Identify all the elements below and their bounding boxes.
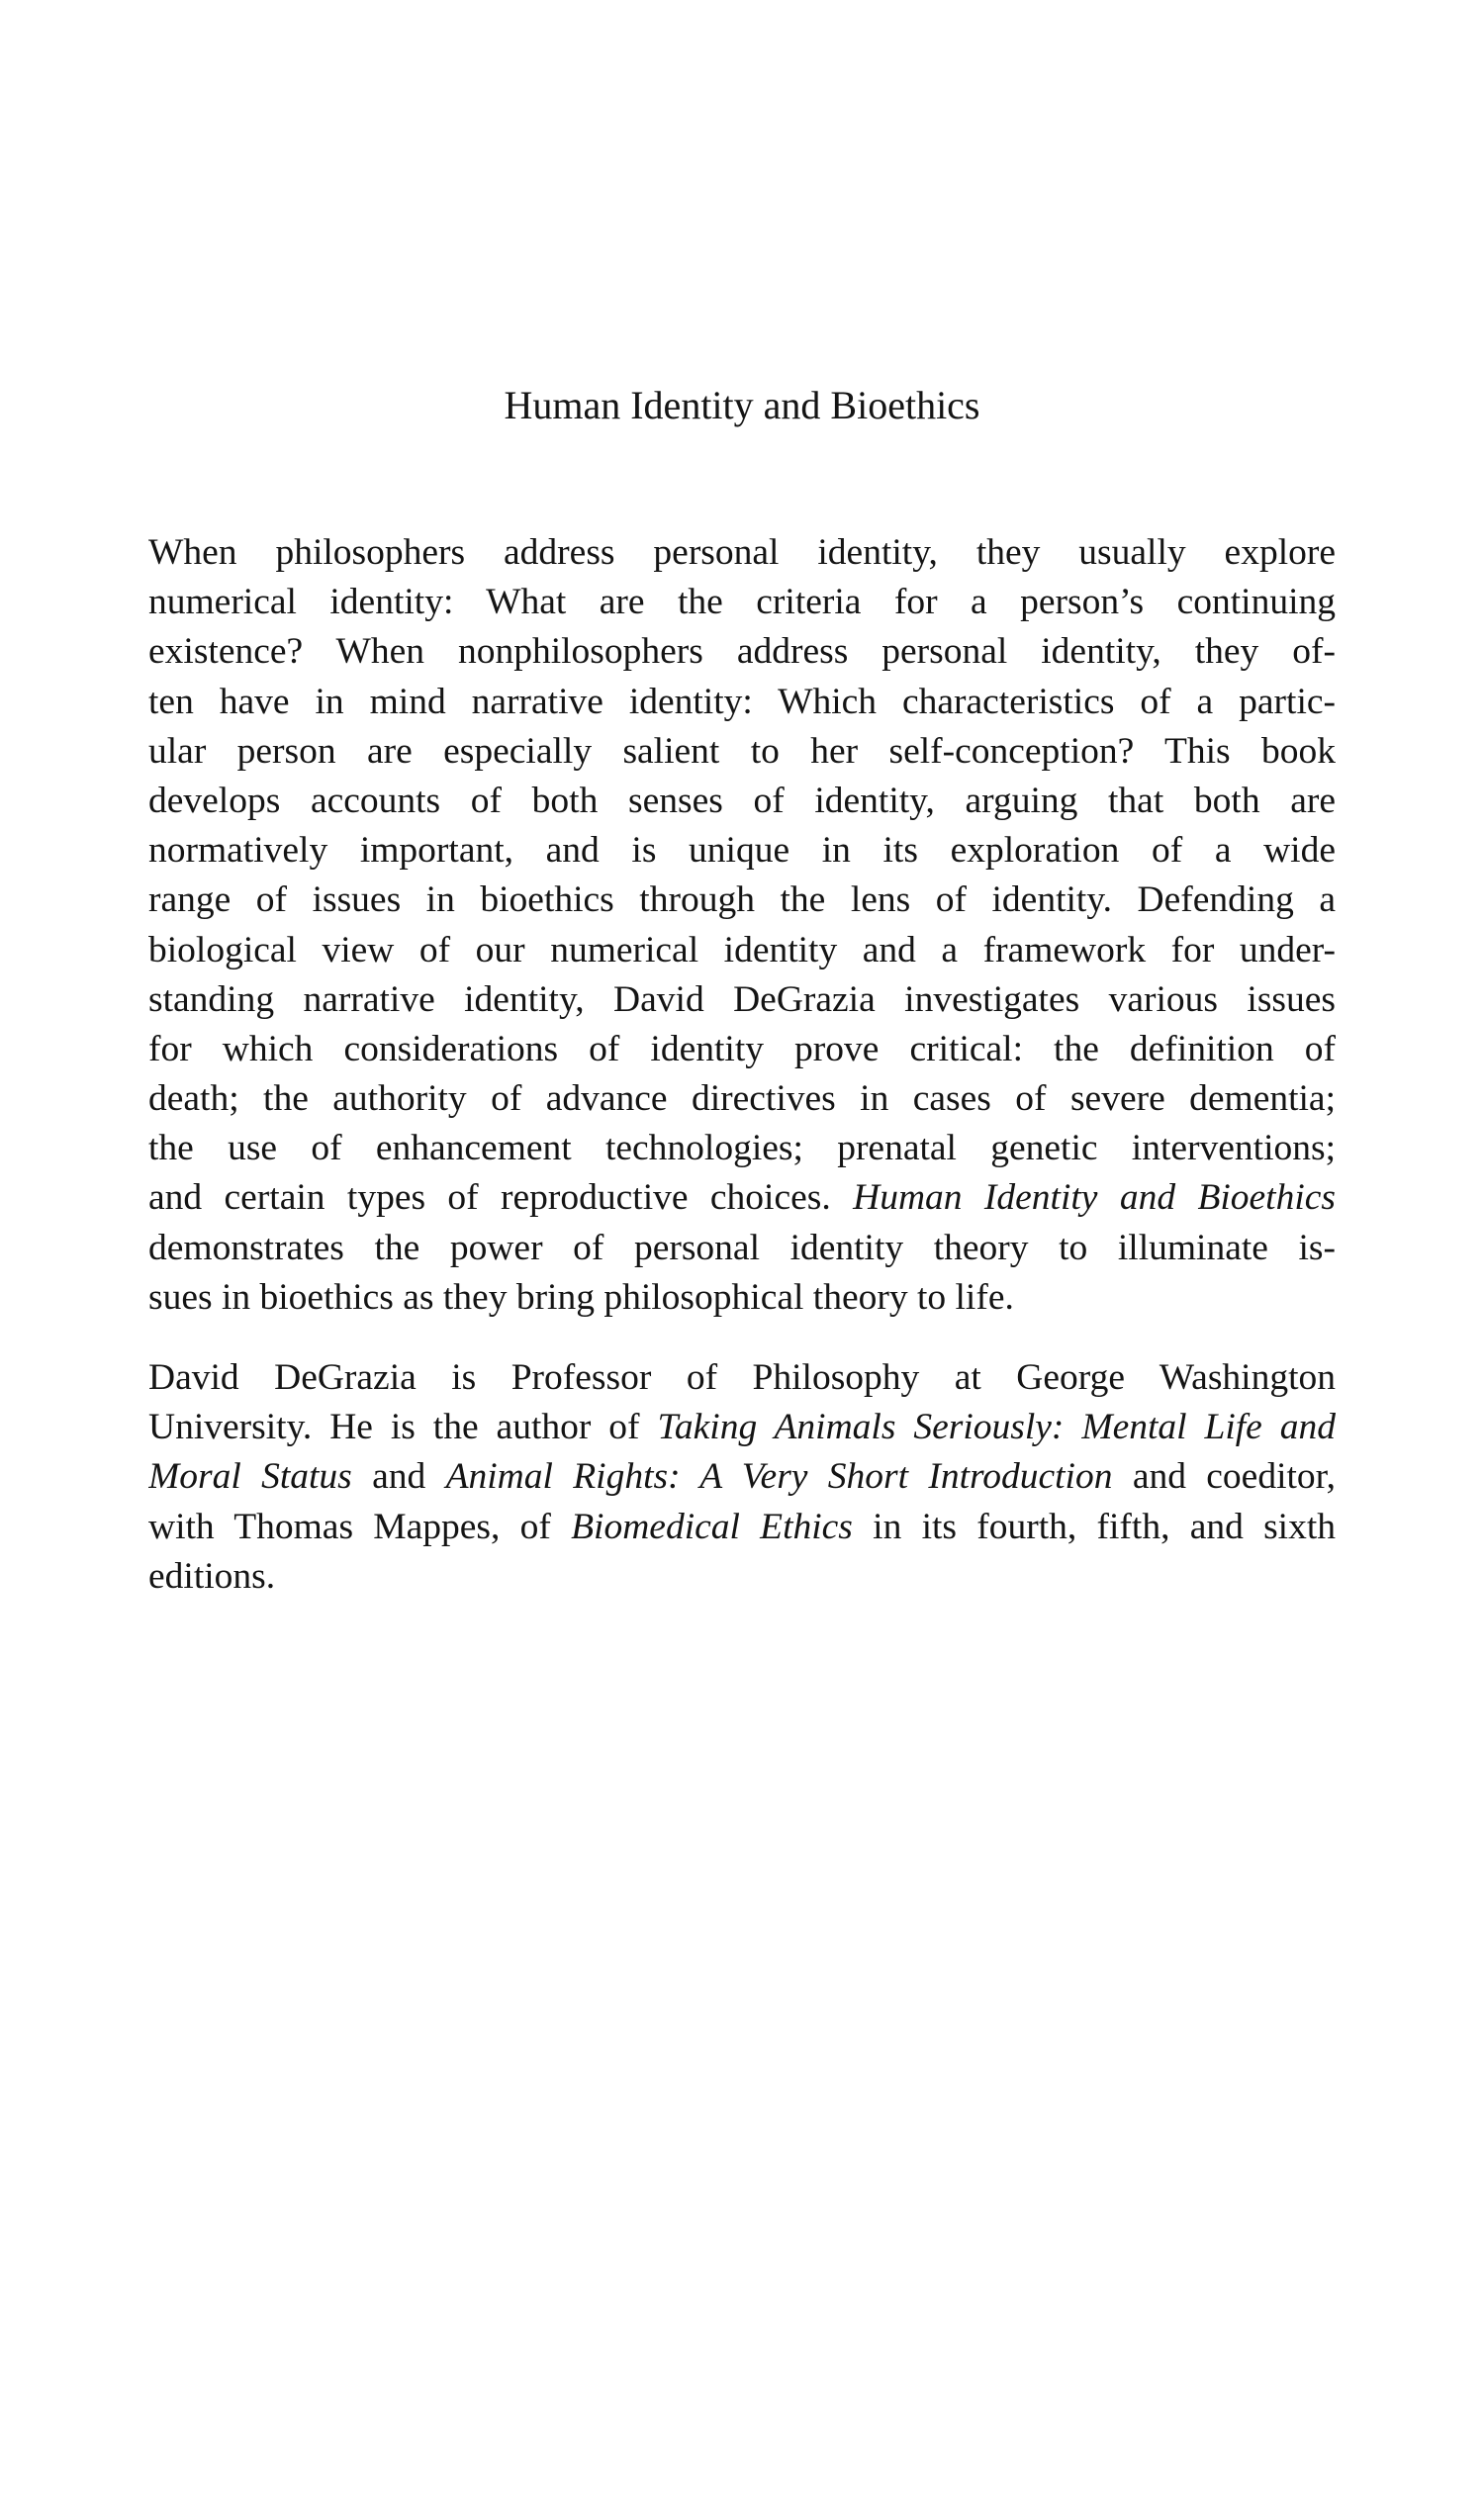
book-title-italic: Moral Status — [148, 1456, 352, 1498]
bio-line: editions. — [148, 1555, 276, 1597]
bio-text: and coeditor, — [1132, 1456, 1336, 1498]
description-line: the use of enhancement technologies; prenatal genetic interventions; — [148, 1128, 1336, 1169]
book-description — [148, 528, 1336, 1323]
page-title: Human Identity and Bioethics — [504, 383, 980, 427]
bio-text: and — [372, 1456, 426, 1498]
book-title-italic: Human Identity and Bioethics — [853, 1177, 1336, 1219]
description-line: sues in bioethics as they bring philosophical theory to life. — [148, 1276, 1014, 1318]
description-line: When philosophers address personal identity, they usually explore — [148, 532, 1336, 573]
bio-text: with Thomas Mappes, of — [148, 1506, 551, 1547]
bio-line — [148, 1503, 1336, 1552]
description-line: standing narrative identity, David DeGrazia investigates various issues — [148, 978, 1336, 1020]
description-line: existence? When nonphilosophers address personal identity, they of- — [148, 631, 1336, 673]
description-line: ular person are especially salient to her self-conception? This book — [148, 730, 1336, 772]
bio-line — [148, 1403, 1336, 1452]
book-title-italic: Taking Animals Seriously: Mental Life and — [657, 1407, 1336, 1448]
description-line: demonstrates the power of personal identity theory to illuminate is- — [148, 1227, 1336, 1268]
description-line — [148, 1173, 1336, 1223]
description-line: biological view of our numerical identity and a framework for under- — [148, 929, 1336, 970]
bio-text: in its fourth, fifth, and sixth — [873, 1506, 1336, 1547]
description-line: ten have in mind narrative identity: Which characteristics of a partic- — [148, 681, 1336, 722]
description-line: numerical identity: What are the criteria for a person’s continuing — [148, 582, 1336, 623]
author-bio — [148, 1353, 1336, 1602]
bio-line: David DeGrazia is Professor of Philosophy at George Washington — [148, 1357, 1336, 1398]
book-title-italic: Animal Rights: A Very Short Introduction — [445, 1456, 1113, 1498]
description-line: for which considerations of identity prove critical: the definition of — [148, 1028, 1336, 1069]
book-title-italic: Biomedical Ethics — [571, 1506, 853, 1547]
description-line-text: and certain types of reproductive choices. — [148, 1177, 831, 1219]
bio-line — [148, 1452, 1336, 1502]
description-line: develops accounts of both senses of identity, arguing that both are — [148, 780, 1336, 821]
description-line: death; the authority of advance directives in cases of severe dementia; — [148, 1078, 1336, 1120]
bio-text: University. He is the author of — [148, 1407, 640, 1448]
description-line: normatively important, and is unique in its exploration of a wide — [148, 830, 1336, 872]
description-line: range of issues in bioethics through the lens of identity. Defending a — [148, 879, 1336, 921]
